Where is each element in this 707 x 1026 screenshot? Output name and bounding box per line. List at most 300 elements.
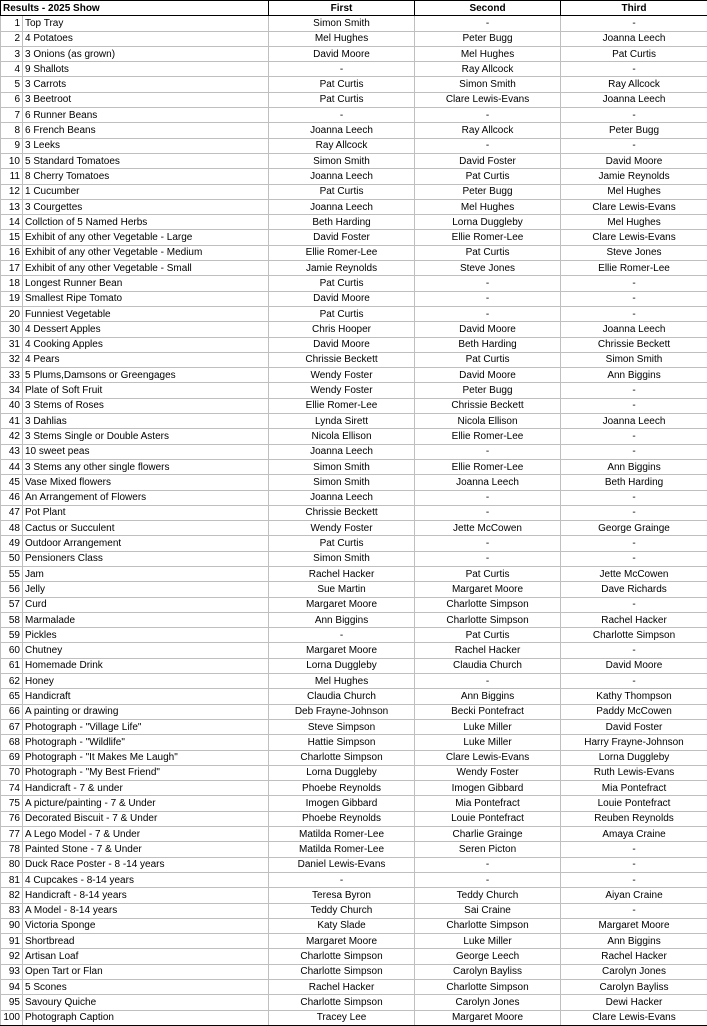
third-place: -: [561, 444, 707, 459]
class-name: Plate of Soft Fruit: [23, 383, 269, 398]
table-row: [1, 811, 707, 826]
class-number: 67: [1, 719, 23, 734]
table-row: [1, 92, 707, 107]
class-number: 94: [1, 980, 23, 995]
class-name: 8 Cherry Tomatoes: [23, 169, 269, 184]
first-place: Joanna Leech: [269, 490, 415, 505]
class-name: Photograph - "It Makes Me Laugh": [23, 750, 269, 765]
class-number: 8: [1, 123, 23, 138]
second-place: Charlotte Simpson: [415, 980, 561, 995]
class-number: 33: [1, 368, 23, 383]
first-place: Steve Simpson: [269, 719, 415, 734]
table-row: [1, 444, 707, 459]
class-name: 6 Runner Beans: [23, 108, 269, 123]
class-name: Savoury Quiche: [23, 995, 269, 1010]
header-row: [1, 1, 707, 16]
second-place: Wendy Foster: [415, 765, 561, 780]
third-place: -: [561, 306, 707, 321]
second-place: Luke Miller: [415, 735, 561, 750]
third-place: Rachel Hacker: [561, 949, 707, 964]
table-row: [1, 918, 707, 933]
second-place: Peter Bugg: [415, 383, 561, 398]
first-place: Ann Biggins: [269, 612, 415, 627]
second-place: Imogen Gibbard: [415, 781, 561, 796]
second-place: Beth Harding: [415, 337, 561, 352]
class-number: 82: [1, 888, 23, 903]
first-place: Mel Hughes: [269, 674, 415, 689]
first-place: Charlotte Simpson: [269, 964, 415, 979]
first-place: Hattie Simpson: [269, 735, 415, 750]
second-place: David Moore: [415, 368, 561, 383]
class-number: 76: [1, 811, 23, 826]
class-number: 55: [1, 566, 23, 581]
second-place: -: [415, 291, 561, 306]
class-name: Handicraft: [23, 689, 269, 704]
second-place: -: [415, 490, 561, 505]
class-number: 69: [1, 750, 23, 765]
third-place: Pat Curtis: [561, 46, 707, 61]
class-number: 44: [1, 459, 23, 474]
table-row: [1, 842, 707, 857]
class-number: 30: [1, 322, 23, 337]
table-row: [1, 949, 707, 964]
class-number: 19: [1, 291, 23, 306]
class-name: 3 Stems any other single flowers: [23, 459, 269, 474]
first-place: Katy Slade: [269, 918, 415, 933]
third-place: Clare Lewis-Evans: [561, 1010, 707, 1025]
class-name: Shortbread: [23, 934, 269, 949]
third-place: -: [561, 138, 707, 153]
class-number: 81: [1, 872, 23, 887]
first-place: Deb Frayne-Johnson: [269, 704, 415, 719]
class-name: 5 Scones: [23, 980, 269, 995]
third-place: Ann Biggins: [561, 459, 707, 474]
second-place: -: [415, 108, 561, 123]
first-place: Charlotte Simpson: [269, 750, 415, 765]
table-row: [1, 582, 707, 597]
class-name: 3 Stems of Roses: [23, 398, 269, 413]
class-number: 10: [1, 153, 23, 168]
first-place: Simon Smith: [269, 459, 415, 474]
second-place: Ray Allcock: [415, 123, 561, 138]
first-place: Simon Smith: [269, 551, 415, 566]
class-name: Photograph - "Wildlife": [23, 735, 269, 750]
table-row: [1, 230, 707, 245]
third-place: Carolyn Bayliss: [561, 980, 707, 995]
class-number: 34: [1, 383, 23, 398]
class-number: 95: [1, 995, 23, 1010]
class-name: Handicraft - 8-14 years: [23, 888, 269, 903]
table-row: [1, 674, 707, 689]
third-place: Beth Harding: [561, 475, 707, 490]
second-place: -: [415, 505, 561, 520]
table-row: [1, 597, 707, 612]
table-row: [1, 184, 707, 199]
third-place: Amaya Craine: [561, 827, 707, 842]
third-place: -: [561, 674, 707, 689]
class-name: A painting or drawing: [23, 704, 269, 719]
first-place: Margaret Moore: [269, 643, 415, 658]
second-place: Chrissie Beckett: [415, 398, 561, 413]
class-name: 3 Courgettes: [23, 199, 269, 214]
table-row: [1, 995, 707, 1010]
table-row: [1, 490, 707, 505]
class-name: Top Tray: [23, 16, 269, 31]
class-name: 3 Dahlias: [23, 414, 269, 429]
table-row: [1, 521, 707, 536]
third-place: -: [561, 429, 707, 444]
table-row: [1, 980, 707, 995]
table-row: [1, 352, 707, 367]
class-number: 41: [1, 414, 23, 429]
class-name: Pensioners Class: [23, 551, 269, 566]
first-place: Pat Curtis: [269, 92, 415, 107]
third-place: Ann Biggins: [561, 368, 707, 383]
class-name: Chutney: [23, 643, 269, 658]
third-place: David Moore: [561, 658, 707, 673]
third-place: -: [561, 643, 707, 658]
class-number: 46: [1, 490, 23, 505]
first-place: David Moore: [269, 291, 415, 306]
second-place: Luke Miller: [415, 934, 561, 949]
class-name: 4 Cupcakes - 8-14 years: [23, 872, 269, 887]
third-place: Kathy Thompson: [561, 689, 707, 704]
table-row: [1, 276, 707, 291]
table-row: [1, 536, 707, 551]
class-number: 61: [1, 658, 23, 673]
first-place: Wendy Foster: [269, 368, 415, 383]
class-number: 12: [1, 184, 23, 199]
class-name: A Model - 8-14 years: [23, 903, 269, 918]
class-name: Homemade Drink: [23, 658, 269, 673]
class-number: 92: [1, 949, 23, 964]
third-place: -: [561, 842, 707, 857]
first-place: Phoebe Reynolds: [269, 811, 415, 826]
class-number: 20: [1, 306, 23, 321]
first-place: -: [269, 628, 415, 643]
second-place: Mia Pontefract: [415, 796, 561, 811]
second-place: -: [415, 16, 561, 31]
table-row: [1, 169, 707, 184]
second-place: Clare Lewis-Evans: [415, 750, 561, 765]
table-row: [1, 123, 707, 138]
class-number: 32: [1, 352, 23, 367]
class-name: Duck Race Poster - 8 -14 years: [23, 857, 269, 872]
third-place: Reuben Reynolds: [561, 811, 707, 826]
class-number: 6: [1, 92, 23, 107]
header-second: Second: [415, 1, 561, 16]
first-place: Claudia Church: [269, 689, 415, 704]
class-name: 5 Plums,Damsons or Greengages: [23, 368, 269, 383]
first-place: Chrissie Beckett: [269, 352, 415, 367]
table-row: [1, 322, 707, 337]
class-name: Open Tart or Flan: [23, 964, 269, 979]
third-place: -: [561, 551, 707, 566]
second-place: David Foster: [415, 153, 561, 168]
first-place: Rachel Hacker: [269, 566, 415, 581]
table-row: [1, 383, 707, 398]
class-name: 3 Stems Single or Double Asters: [23, 429, 269, 444]
class-number: 62: [1, 674, 23, 689]
class-number: 31: [1, 337, 23, 352]
table-row: [1, 934, 707, 949]
second-place: Charlotte Simpson: [415, 597, 561, 612]
table-row: [1, 765, 707, 780]
second-place: Ellie Romer-Lee: [415, 429, 561, 444]
class-name: 5 Standard Tomatoes: [23, 153, 269, 168]
third-place: -: [561, 490, 707, 505]
first-place: Joanna Leech: [269, 169, 415, 184]
second-place: -: [415, 674, 561, 689]
third-place: Peter Bugg: [561, 123, 707, 138]
second-place: Mel Hughes: [415, 199, 561, 214]
third-place: Lorna Duggleby: [561, 750, 707, 765]
class-name: Photograph Caption: [23, 1010, 269, 1025]
class-number: 93: [1, 964, 23, 979]
table-row: [1, 872, 707, 887]
first-place: Nicola Ellison: [269, 429, 415, 444]
class-number: 80: [1, 857, 23, 872]
class-number: 90: [1, 918, 23, 933]
first-place: Simon Smith: [269, 153, 415, 168]
table-row: [1, 16, 707, 31]
second-place: Luke Miller: [415, 719, 561, 734]
header-first: First: [269, 1, 415, 16]
second-place: George Leech: [415, 949, 561, 964]
second-place: Margaret Moore: [415, 1010, 561, 1025]
first-place: Wendy Foster: [269, 383, 415, 398]
third-place: Mel Hughes: [561, 215, 707, 230]
second-place: Teddy Church: [415, 888, 561, 903]
class-number: 57: [1, 597, 23, 612]
table-row: [1, 857, 707, 872]
first-place: Lorna Duggleby: [269, 765, 415, 780]
class-number: 2: [1, 31, 23, 46]
class-name: Pickles: [23, 628, 269, 643]
second-place: -: [415, 872, 561, 887]
first-place: -: [269, 872, 415, 887]
first-place: David Moore: [269, 337, 415, 352]
third-place: Carolyn Jones: [561, 964, 707, 979]
table-row: [1, 153, 707, 168]
class-name: 4 Potatoes: [23, 31, 269, 46]
class-number: 48: [1, 521, 23, 536]
first-place: Beth Harding: [269, 215, 415, 230]
class-number: 18: [1, 276, 23, 291]
class-name: Photograph - "Village Life": [23, 719, 269, 734]
class-number: 60: [1, 643, 23, 658]
sheet-title: Results - 2025 Show: [1, 1, 269, 16]
class-name: Vase Mixed flowers: [23, 475, 269, 490]
second-place: Charlie Grainge: [415, 827, 561, 842]
second-place: Steve Jones: [415, 261, 561, 276]
class-number: 70: [1, 765, 23, 780]
first-place: Jamie Reynolds: [269, 261, 415, 276]
third-place: -: [561, 108, 707, 123]
second-place: Pat Curtis: [415, 628, 561, 643]
class-name: Painted Stone - 7 & Under: [23, 842, 269, 857]
third-place: Joanna Leech: [561, 92, 707, 107]
table-row: [1, 138, 707, 153]
class-number: 83: [1, 903, 23, 918]
table-row: [1, 643, 707, 658]
class-name: Smallest Ripe Tomato: [23, 291, 269, 306]
third-place: -: [561, 383, 707, 398]
class-number: 13: [1, 199, 23, 214]
second-place: Nicola Ellison: [415, 414, 561, 429]
first-place: Chris Hooper: [269, 322, 415, 337]
first-place: Ellie Romer-Lee: [269, 398, 415, 413]
third-place: -: [561, 597, 707, 612]
table-row: [1, 337, 707, 352]
class-name: Exhibit of any other Vegetable - Medium: [23, 245, 269, 260]
first-place: Daniel Lewis-Evans: [269, 857, 415, 872]
table-row: [1, 291, 707, 306]
third-place: Ruth Lewis-Evans: [561, 765, 707, 780]
first-place: Ellie Romer-Lee: [269, 245, 415, 260]
third-place: Margaret Moore: [561, 918, 707, 933]
first-place: Lorna Duggleby: [269, 658, 415, 673]
first-place: Chrissie Beckett: [269, 505, 415, 520]
class-number: 1: [1, 16, 23, 31]
table-row: [1, 199, 707, 214]
class-number: 16: [1, 245, 23, 260]
first-place: Joanna Leech: [269, 123, 415, 138]
second-place: Joanna Leech: [415, 475, 561, 490]
class-name: 4 Cooking Apples: [23, 337, 269, 352]
table-row: [1, 628, 707, 643]
class-number: 100: [1, 1010, 23, 1025]
class-number: 9: [1, 138, 23, 153]
class-name: 4 Dessert Apples: [23, 322, 269, 337]
table-row: [1, 398, 707, 413]
table-row: [1, 368, 707, 383]
table-row: [1, 658, 707, 673]
third-place: Joanna Leech: [561, 414, 707, 429]
class-name: Photograph - "My Best Friend": [23, 765, 269, 780]
class-number: 75: [1, 796, 23, 811]
third-place: Jamie Reynolds: [561, 169, 707, 184]
third-place: Joanna Leech: [561, 31, 707, 46]
table-row: [1, 108, 707, 123]
third-place: -: [561, 62, 707, 77]
table-row: [1, 903, 707, 918]
second-place: Carolyn Jones: [415, 995, 561, 1010]
second-place: Ellie Romer-Lee: [415, 459, 561, 474]
table-row: [1, 796, 707, 811]
class-name: 10 sweet peas: [23, 444, 269, 459]
table-row: [1, 215, 707, 230]
first-place: Pat Curtis: [269, 184, 415, 199]
table-row: [1, 475, 707, 490]
second-place: Becki Pontefract: [415, 704, 561, 719]
second-place: Seren Picton: [415, 842, 561, 857]
second-place: Margaret Moore: [415, 582, 561, 597]
class-name: Jam: [23, 566, 269, 581]
first-place: Matilda Romer-Lee: [269, 827, 415, 842]
table-row: [1, 750, 707, 765]
second-place: Simon Smith: [415, 77, 561, 92]
second-place: Pat Curtis: [415, 352, 561, 367]
third-place: Dewi Hacker: [561, 995, 707, 1010]
table-row: [1, 77, 707, 92]
first-place: Teddy Church: [269, 903, 415, 918]
class-name: 3 Carrots: [23, 77, 269, 92]
first-place: Joanna Leech: [269, 199, 415, 214]
first-place: Tracey Lee: [269, 1010, 415, 1025]
class-name: Decorated Biscuit - 7 & Under: [23, 811, 269, 826]
second-place: Charlotte Simpson: [415, 612, 561, 627]
table-row: [1, 612, 707, 627]
table-row: [1, 459, 707, 474]
first-place: Joanna Leech: [269, 444, 415, 459]
class-number: 40: [1, 398, 23, 413]
class-name: A Lego Model - 7 & Under: [23, 827, 269, 842]
table-row: [1, 704, 707, 719]
class-number: 7: [1, 108, 23, 123]
first-place: David Foster: [269, 230, 415, 245]
second-place: Rachel Hacker: [415, 643, 561, 658]
table-row: [1, 306, 707, 321]
first-place: Simon Smith: [269, 16, 415, 31]
class-name: 9 Shallots: [23, 62, 269, 77]
first-place: Matilda Romer-Lee: [269, 842, 415, 857]
third-place: Clare Lewis-Evans: [561, 230, 707, 245]
second-place: Ray Allcock: [415, 62, 561, 77]
first-place: -: [269, 62, 415, 77]
table-row: [1, 781, 707, 796]
first-place: Teresa Byron: [269, 888, 415, 903]
third-place: Jette McCowen: [561, 566, 707, 581]
table-row: [1, 46, 707, 61]
first-place: Margaret Moore: [269, 597, 415, 612]
table-row: [1, 261, 707, 276]
table-row: [1, 429, 707, 444]
class-number: 78: [1, 842, 23, 857]
second-place: Charlotte Simpson: [415, 918, 561, 933]
second-place: Mel Hughes: [415, 46, 561, 61]
table-row: [1, 689, 707, 704]
first-place: Pat Curtis: [269, 77, 415, 92]
third-place: Charlotte Simpson: [561, 628, 707, 643]
table-row: [1, 31, 707, 46]
class-name: Exhibit of any other Vegetable - Small: [23, 261, 269, 276]
class-name: Pot Plant: [23, 505, 269, 520]
class-name: 1 Cucumber: [23, 184, 269, 199]
class-number: 59: [1, 628, 23, 643]
class-number: 14: [1, 215, 23, 230]
class-name: Exhibit of any other Vegetable - Large: [23, 230, 269, 245]
third-place: Dave Richards: [561, 582, 707, 597]
table-row: [1, 505, 707, 520]
class-name: Collction of 5 Named Herbs: [23, 215, 269, 230]
third-place: Rachel Hacker: [561, 612, 707, 627]
third-place: Joanna Leech: [561, 322, 707, 337]
second-place: Louie Pontefract: [415, 811, 561, 826]
third-place: -: [561, 536, 707, 551]
table-row: [1, 827, 707, 842]
second-place: Pat Curtis: [415, 169, 561, 184]
first-place: Ray Allcock: [269, 138, 415, 153]
class-name: Artisan Loaf: [23, 949, 269, 964]
results-body: [1, 16, 707, 1026]
first-place: Simon Smith: [269, 475, 415, 490]
class-name: 4 Pears: [23, 352, 269, 367]
table-row: [1, 1010, 707, 1025]
table-row: [1, 62, 707, 77]
third-place: -: [561, 857, 707, 872]
class-number: 74: [1, 781, 23, 796]
